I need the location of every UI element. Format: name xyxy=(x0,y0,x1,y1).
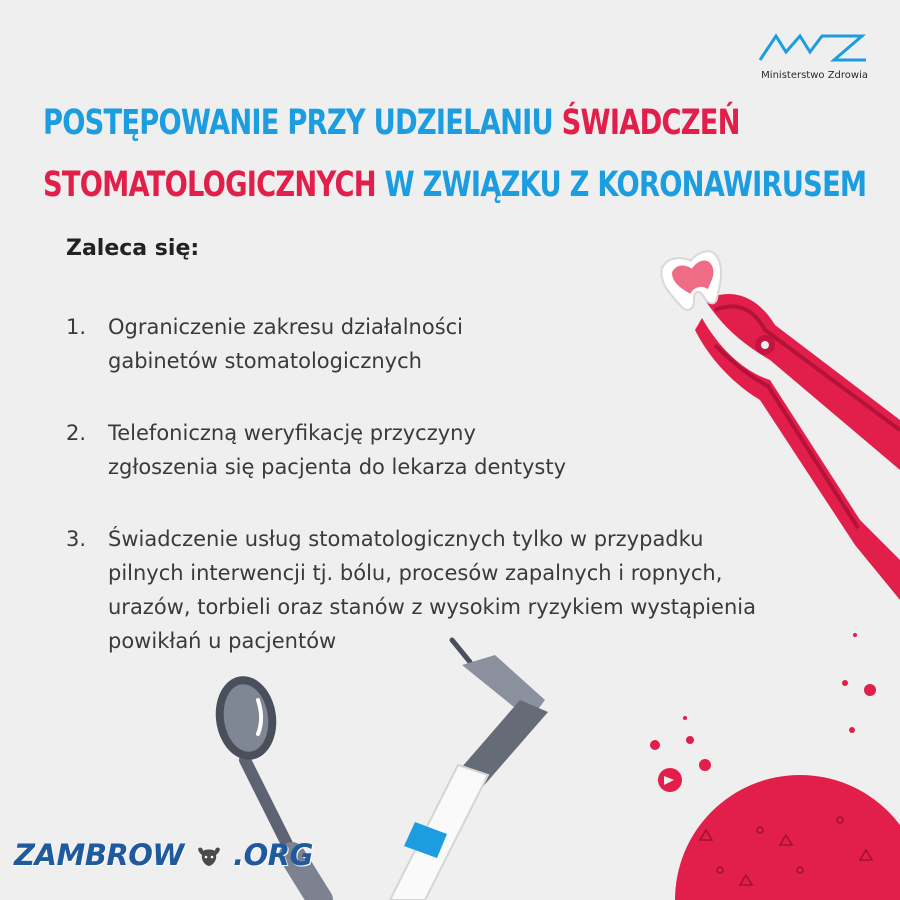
title-part-blue-2: W ZWIĄZKU Z KORONAWIRUSEM xyxy=(384,165,867,205)
list-item-line: powikłań u pacjentów xyxy=(108,629,337,653)
title-part-red-1: ŚWIADCZEŃ xyxy=(561,103,740,143)
title-line-2 xyxy=(43,154,867,216)
list-item-line: Telefoniczną weryfikację przyczyny xyxy=(108,421,476,445)
virus-blob-icon xyxy=(650,633,900,900)
list-item-line: Ograniczenie zakresu działalności xyxy=(108,315,464,339)
dental-drill-icon xyxy=(390,640,548,900)
ministry-logo xyxy=(756,30,871,90)
list-item-number: 2. xyxy=(66,421,87,445)
list-item xyxy=(66,416,836,484)
logo-text: Ministerstwo Zdrowia xyxy=(761,70,868,81)
watermark xyxy=(14,838,313,874)
list-item xyxy=(66,522,836,658)
bison-icon xyxy=(196,840,222,874)
list-item-line: pilnych interwencji tj. bólu, procesów zapalnych i ropnych, xyxy=(108,561,723,585)
list-item-number: 1. xyxy=(66,315,87,339)
list-item-line: gabinetów stomatologicznych xyxy=(108,349,422,373)
recommendations-list xyxy=(66,310,836,658)
list-item-line: Świadczenie usług stomatologicznych tylko w przypadku xyxy=(108,527,704,551)
page-title xyxy=(43,92,867,216)
list-item-number: 3. xyxy=(66,527,87,551)
list-item-line: zgłoszenia się pacjenta do lekarza dentysty xyxy=(108,455,566,479)
watermark-left: ZAMBROW xyxy=(14,838,184,872)
title-part-red-2: STOMATOLOGICZNYCH xyxy=(43,165,376,205)
list-item-line: urazów, torbieli oraz stanów z wysokim ryzykiem wystąpienia xyxy=(108,595,756,619)
title-line-1 xyxy=(43,92,740,154)
title-part-blue-1: POSTĘPOWANIE PRZY UDZIELANIU xyxy=(43,103,553,143)
recommendations-heading: Zaleca się: xyxy=(66,236,200,261)
ministry-mz-logo xyxy=(758,30,868,66)
watermark-right: .ORG xyxy=(233,838,313,872)
list-item xyxy=(66,310,836,378)
